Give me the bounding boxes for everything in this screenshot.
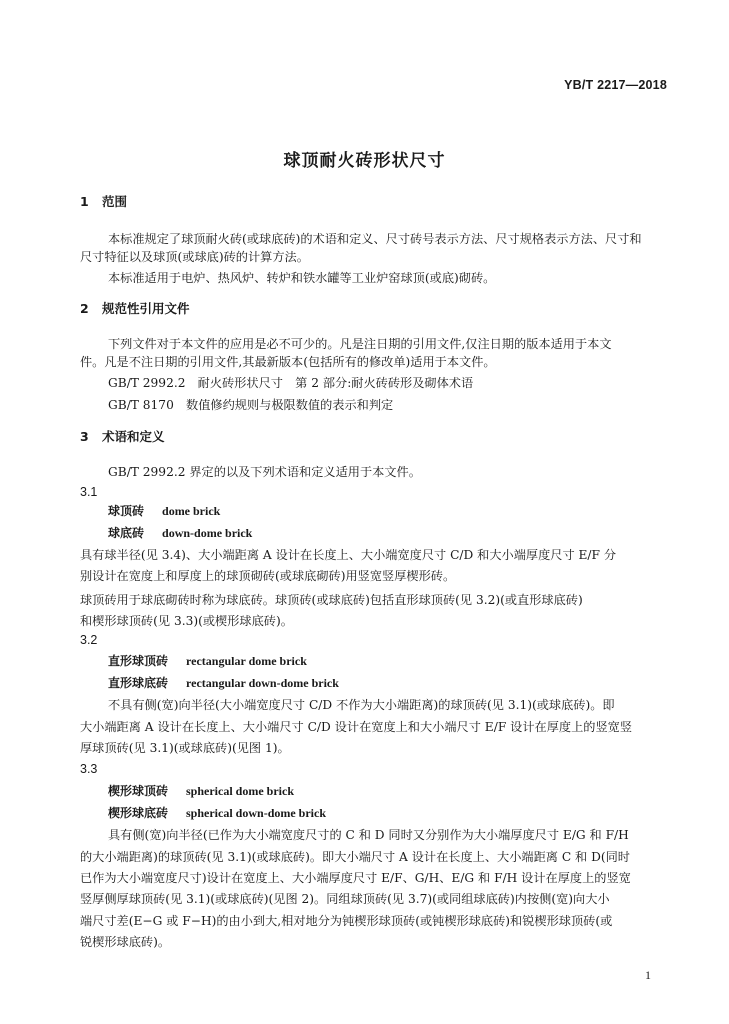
term-en: dome brick [162,504,221,518]
term-entry [108,652,307,670]
paragraph-line: GB/T 2992.2 界定的以及下列术语和定义适用于本文件。 [108,465,421,479]
term-entry [108,782,294,800]
term-en: down-dome brick [162,526,253,540]
paragraph-line: 厚球顶砖(见 3.1)(或球底砖)(见图 1)。 [80,741,290,755]
term-entry [108,524,252,542]
paragraph-line: 竖厚侧厚球顶砖(见 3.1)(或球底砖)(见图 2)。同组球顶砖(见 3.7)(或同组球底砖)内按侧(宽)向大小 [80,892,610,906]
term-zh: 楔形球顶砖 [108,784,169,798]
paragraph-line: 已作为大小端宽度尺寸)设计在宽度上、大小端厚度尺寸 E/F、G/H、E/G 和 F/H 设计在厚度上的竖宽 [80,871,631,885]
term-en: rectangular dome brick [186,654,307,668]
document-title: 球顶耐火砖形状尺寸 [283,151,446,171]
term-zh: 直形球底砖 [108,676,169,690]
section-heading-2 [80,300,190,318]
section-number: 1 [80,194,89,209]
paragraph-line: 的大小端距离)的球顶砖(见 3.1)(或球底砖)。即大小端尺寸 A 设计在长度上、大小端距离 C 和 D(同时 [80,850,630,864]
subsection-number: 3.1 [80,485,98,499]
reference-item: GB/T 8170 数值修约规则与极限数值的表示和判定 [108,398,394,412]
paragraph-line: 锐楔形球底砖)。 [80,935,171,949]
paragraph-line: 本标准规定了球顶耐火砖(或球底砖)的术语和定义、尺寸砖号表示方法、尺寸规格表示方法、尺寸和 [108,232,642,246]
paragraph-line: 大小端距离 A 设计在长度上、大小端尺寸 C/D 设计在宽度上和大小端尺寸 E/F 设计在厚度上的竖宽竖 [80,720,633,734]
page-number: 1 [645,968,651,982]
standard-code: YB/T 2217—2018 [564,78,667,92]
subsection-number: 3.2 [80,633,98,647]
reference-item: GB/T 2992.2 耐火砖形状尺寸 第 2 部分:耐火砖砖形及砌体术语 [108,376,474,390]
section-heading-3 [80,428,165,446]
paragraph-line: 具有侧(宽)向半径(已作为大小端宽度尺寸的 C 和 D 同时又分别作为大小端厚度尺寸 E/G 和 F/H [108,828,629,842]
term-en: rectangular down-dome brick [186,676,339,690]
section-title: 范围 [102,194,128,209]
term-zh: 球顶砖 [108,504,145,518]
paragraph-line: 球顶砖用于球底砌砖时称为球底砖。球顶砖(或球底砖)包括直形球顶砖(见 3.2)(或直形球底砖) [80,593,583,607]
term-entry [108,502,220,520]
section-number: 3 [80,429,89,444]
paragraph-line: 别设计在宽度上和厚度上的球顶砌砖(或球底砌砖)用竖宽竖厚楔形砖。 [80,569,456,583]
term-en: spherical down-dome brick [186,806,327,820]
paragraph-line: 本标准适用于电炉、热风炉、转炉和铁水罐等工业炉窑球顶(或底)砌砖。 [108,271,496,285]
term-entry [108,804,326,822]
paragraph-line: 不具有侧(宽)向半径(大小端宽度尺寸 C/D 不作为大小端距离)的球顶砖(见 3.1)(或球底砖)。即 [108,698,615,712]
term-entry [108,674,339,692]
section-title: 规范性引用文件 [102,301,190,316]
term-zh: 球底砖 [108,526,145,540]
subsection-number: 3.3 [80,762,98,776]
paragraph-line: 件。凡是不注日期的引用文件,其最新版本(包括所有的修改单)适用于本文件。 [80,355,496,369]
term-zh: 直形球顶砖 [108,654,169,668]
section-title: 术语和定义 [102,429,165,444]
section-number: 2 [80,301,89,316]
term-zh: 楔形球底砖 [108,806,169,820]
paragraph-line: 尺寸特征以及球顶(或球底)砖的计算方法。 [80,250,309,264]
paragraph-line: 具有球半径(见 3.4)、大小端距离 A 设计在长度上、大小端宽度尺寸 C/D 和大小端厚度尺寸 E/F 分 [80,548,617,562]
paragraph-line: 和楔形球顶砖(见 3.3)(或楔形球底砖)。 [80,614,293,628]
term-en: spherical dome brick [186,784,295,798]
paragraph-line: 下列文件对于本文件的应用是必不可少的。凡是注日期的引用文件,仅注日期的版本适用于本文 [108,337,612,351]
paragraph-line: 端尺寸差(E−G 或 F−H)的由小到大,相对地分为钝楔形球顶砖(或钝楔形球底砖)和锐楔形球顶砖(或 [80,914,613,928]
section-heading-1 [80,193,127,211]
